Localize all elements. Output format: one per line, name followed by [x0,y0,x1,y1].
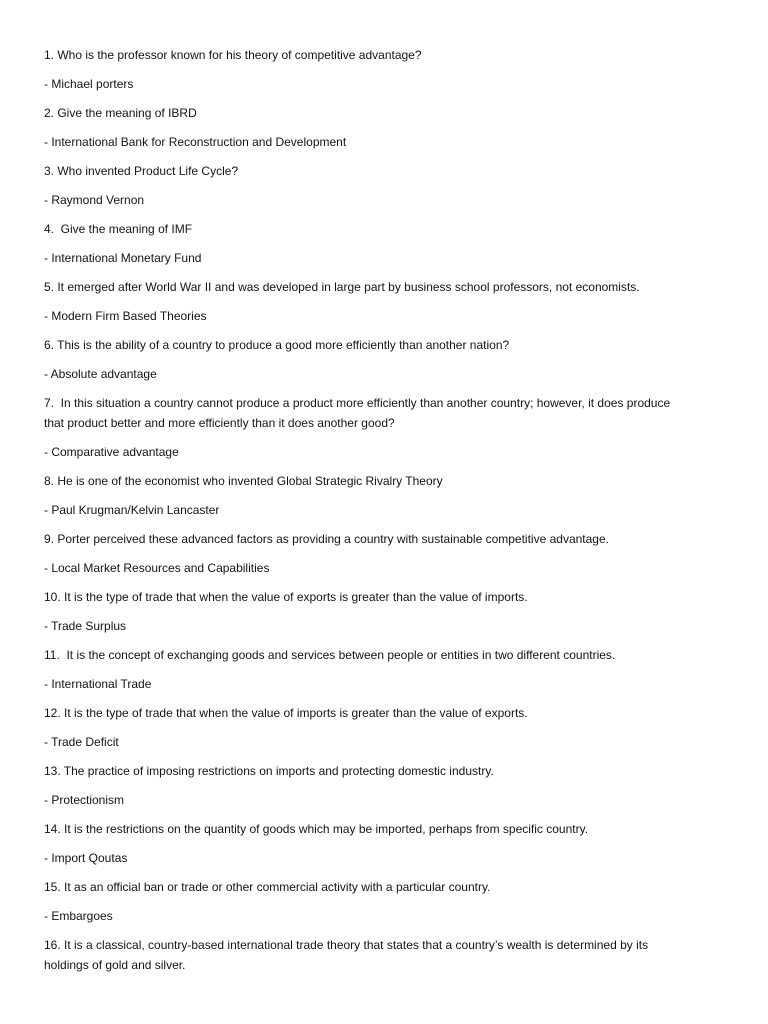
answer-11: - International Trade [44,677,152,691]
answer-6: - Absolute advantage [44,367,157,381]
question-4: 4. Give the meaning of IMF [44,222,193,236]
answer-1: - Michael porters [44,77,134,91]
question-15: 15. It as an official ban or trade or other commercial activity with a particular country. [44,880,491,894]
qa-item-14 [44,819,760,868]
qa-item-4 [44,219,760,268]
question-8: 8. He is one of the economist who invented Global Strategic Rivalry Theory [44,474,443,488]
question-6: 6. This is the ability of a country to produce a good more efficiently than another nation? [44,338,510,352]
question-11: 11. It is the concept of exchanging goods and services between people or entities in two different countries. [44,648,616,662]
qa-item-16 [44,935,760,975]
answer-7: - Comparative advantage [44,445,179,459]
question-16: 16. It is a classical, country-based international trade theory that states that a country’s wealth is determined by its holdings of gold and silver. [44,938,649,972]
answer-3: - Raymond Vernon [44,193,145,207]
answer-12: - Trade Deficit [44,735,119,749]
qa-item-1 [44,45,760,94]
qa-item-12 [44,703,760,752]
qa-item-7 [44,393,760,462]
question-7: 7. In this situation a country cannot produce a product more efficiently than another country; however, it does produce that product better and more efficiently than it does another good? [44,396,671,430]
answer-13: - Protectionism [44,793,125,807]
qa-item-8 [44,471,760,520]
question-3: 3. Who invented Product Life Cycle? [44,164,239,178]
answer-5: - Modern Firm Based Theories [44,309,207,323]
qa-item-2 [44,103,760,152]
question-9: 9. Porter perceived these advanced factors as providing a country with sustainable competitive advantage. [44,532,609,546]
answer-8: - Paul Krugman/Kelvin Lancaster [44,503,220,517]
qa-item-5 [44,277,760,326]
question-10: 10. It is the type of trade that when the value of exports is greater than the value of imports. [44,590,528,604]
answer-10: - Trade Surplus [44,619,127,633]
question-13: 13. The practice of imposing restrictions on imports and protecting domestic industry. [44,764,494,778]
answer-14: - Import Qoutas [44,851,128,865]
answer-2: - International Bank for Reconstruction and Development [44,135,347,149]
question-2: 2. Give the meaning of IBRD [44,106,197,120]
qa-item-10 [44,587,760,636]
qa-item-11 [44,645,760,694]
qa-list [44,45,760,984]
qa-item-3 [44,161,760,210]
question-12: 12. It is the type of trade that when the value of imports is greater than the value of exports. [44,706,528,720]
question-5: 5. It emerged after World War II and was developed in large part by business school professors, not economists. [44,280,640,294]
answer-4: - International Monetary Fund [44,251,202,265]
qa-item-6 [44,335,760,384]
answer-15: - Embargoes [44,909,113,923]
question-14: 14. It is the restrictions on the quantity of goods which may be imported, perhaps from specific country. [44,822,589,836]
qa-item-13 [44,761,760,810]
qa-item-15 [44,877,760,926]
qa-item-9 [44,529,760,578]
answer-9: - Local Market Resources and Capabilities [44,561,270,575]
question-1: 1. Who is the professor known for his theory of competitive advantage? [44,48,422,62]
